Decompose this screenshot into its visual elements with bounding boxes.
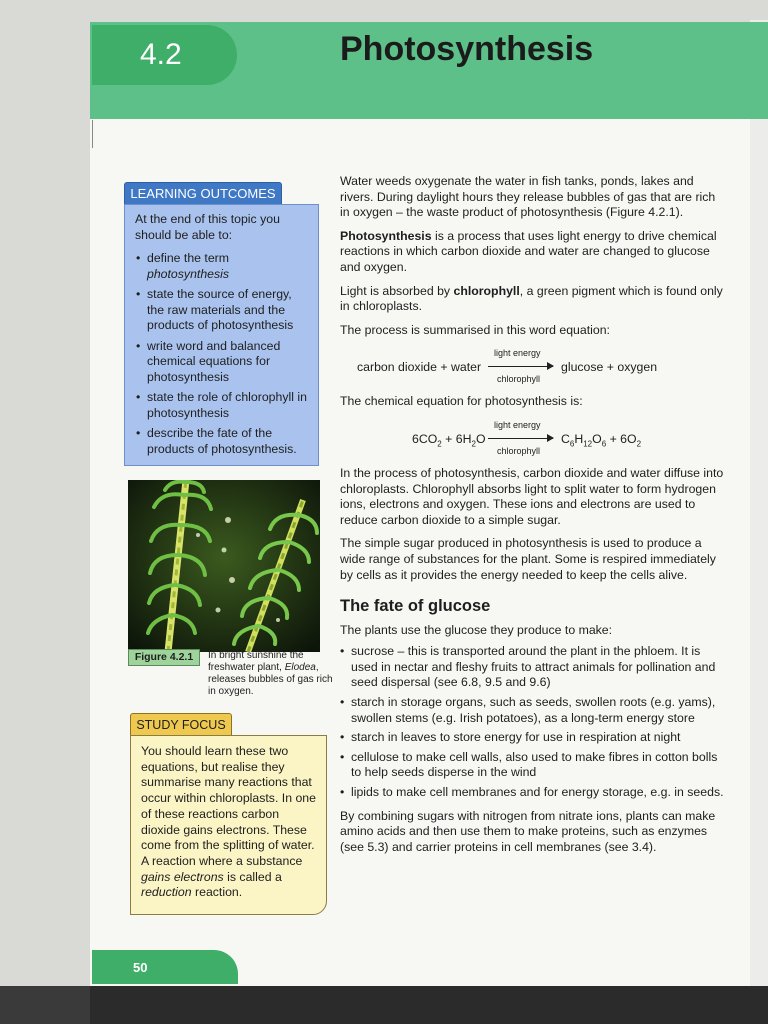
chemical-equation <box>340 418 725 458</box>
study-focus-tab: STUDY FOCUS <box>130 713 232 737</box>
intro-paragraph: Water weeds oxygenate the water in fish tanks, ponds, lakes and rivers. During daylight hours they release bubbles of gas that are rich in oxygen – the waste product of photosynthesis (Figure 4.2.1). <box>340 174 716 220</box>
list-item: • sucrose – this is transported around the plant in the phloem. It is used in nectar and fleshy fruits to attract animals for pollination and seed dispersal (see 6.8, 9.5 and 9.6) <box>340 644 725 691</box>
margin-rule <box>92 120 93 148</box>
list-item: • write word and balanced chemical equations for photosynthesis <box>135 339 308 386</box>
definition-paragraph: Photosynthesis is a process that uses light energy to drive chemical reactions in which carbon dioxide and water are changed to glucose and oxygen. <box>340 228 717 274</box>
reaction-arrow <box>488 366 553 367</box>
reaction-arrow <box>488 438 553 439</box>
list-item: • starch in leaves to store energy for use in respiration at night <box>340 730 725 746</box>
study-focus-box: You should learn these two equations, but realise they summarise many reactions that occur within chloroplasts. In one of these reactions carbon dioxide gains electrons. These come from the splitting of water. A reaction where a substance gains electrons is called a reduction reaction. <box>130 735 327 915</box>
fate-intro: The plants use the glucose they produce to make: <box>340 622 613 637</box>
elodea-photo <box>128 480 320 652</box>
list-item: • lipids to make cell membranes and for energy storage, e.g. in seeds. <box>340 785 725 801</box>
protein-paragraph: By combining sugars with nitrogen from nitrate ions, plants can make amino acids and then use them to make proteins, such as enzymes (see 5.3) and carrier proteins in cell membranes (see 3.4). <box>340 808 716 854</box>
page-edge <box>750 20 768 990</box>
chemical-equation-intro: The chemical equation for photosynthesis is: <box>340 394 583 409</box>
figure-caption: In bright sunshine the freshwater plant, Elodea, releases bubbles of gas rich in oxygen. <box>208 650 333 697</box>
chemical-equation-condition: light energy <box>494 419 541 430</box>
list-item: • describe the fate of the products of photosynthesis. <box>135 426 308 457</box>
word-equation-intro: The process is summarised in this word equation: <box>340 322 610 337</box>
learning-outcomes-list <box>135 251 308 457</box>
word-equation-condition: light energy <box>494 348 541 359</box>
chemical-equation-lhs: $6CO_2 + 6H_2O$ <box>412 431 486 449</box>
learning-outcomes-intro: At the end of this topic you should be able to: <box>135 212 280 242</box>
process-paragraph: In the process of photosynthesis, carbon dioxide and water diffuse into chloroplasts. Chlorophyll absorbs light to split water to form hydrogen ions, electrons and oxygen. These ions and electrons are used to reduce carbon dioxide to a simple sugar. <box>340 465 724 527</box>
page-title: Photosynthesis <box>340 30 594 68</box>
chemical-equation-rhs: $C_6H_{12}O_6 + 6O_2$ <box>561 431 642 449</box>
chlorophyll-paragraph: Light is absorbed by chlorophyll, a green pigment which is found only in chloroplasts. <box>340 283 723 314</box>
list-item: • cellulose to make cell walls, also used to make fibres in cotton bolls to help seeds disperse in the wind <box>340 750 725 781</box>
chemical-equation-catalyst: chlorophyll <box>497 445 541 456</box>
list-item: • state the role of chlorophyll in photosynthesis <box>135 390 308 421</box>
page-number: 50 <box>133 960 148 975</box>
list-item: • state the source of energy, the raw materials and the products of photosynthesis <box>135 287 308 334</box>
elodea-illustration <box>128 480 320 652</box>
learning-outcomes-tab: LEARNING OUTCOMES <box>124 182 282 206</box>
section-number: 4.2 <box>140 38 182 71</box>
figure-label: Figure 4.2.1 <box>128 649 200 666</box>
main-text-column <box>340 174 725 863</box>
list-item: • define the term photosynthesis <box>135 251 308 282</box>
sugar-paragraph: The simple sugar produced in photosynthesis is used to produce a wide range of substances for the plant. Some is respired immediately by cells as it provides the energy needed to keep the cells alive. <box>340 536 716 582</box>
page-number-tab <box>92 950 238 984</box>
learning-outcomes-box <box>124 204 319 466</box>
word-equation-rhs: glucose + oxygen <box>561 360 658 375</box>
word-equation-catalyst: chlorophyll <box>497 374 541 385</box>
scan-shadow <box>0 986 90 1024</box>
scan-bottom-band <box>90 986 768 1024</box>
word-equation-lhs: carbon dioxide + water <box>357 360 482 375</box>
word-equation <box>340 346 725 386</box>
list-item: • starch in storage organs, such as seeds, swollen roots (e.g. yams), swollen stems (e.g. Irish potatoes), as a long-term energy store <box>340 695 725 726</box>
section-heading: The fate of glucose <box>340 597 491 616</box>
